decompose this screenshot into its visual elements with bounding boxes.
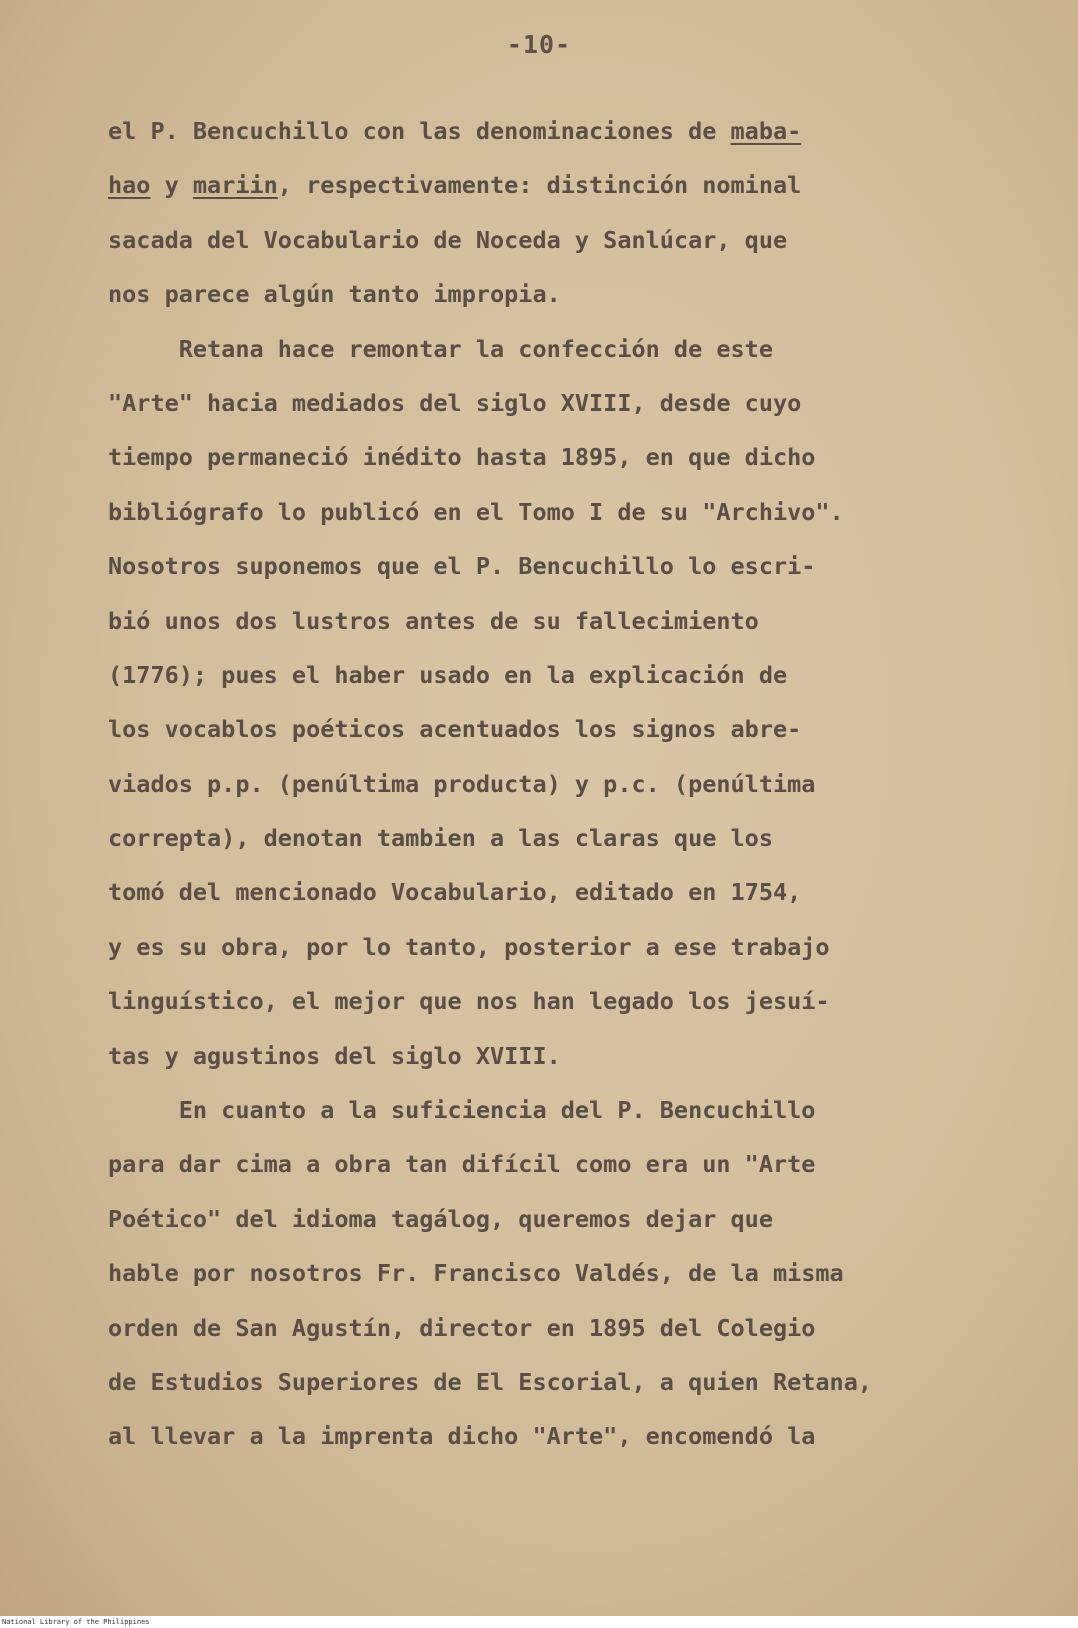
text-line: bibliógrafo lo publicó en el Tomo I de su "Archivo". — [108, 497, 844, 526]
text-line: correpta), denotan tambien a las claras que los — [108, 824, 773, 853]
underlined-term: mariin — [192, 171, 278, 200]
text-line: hable por nosotros Fr. Francisco Valdés, de la misma — [108, 1259, 844, 1288]
text-line: bió unos dos lustros antes de su fallecimiento — [108, 606, 759, 635]
text-line: Poético" del idioma tagálog, queremos dejar que — [108, 1204, 773, 1233]
text-line: (1776); pues el haber usado en la explicación de — [108, 660, 788, 689]
text-line: de Estudios Superiores de El Escorial, a quien Retana, — [108, 1367, 873, 1396]
footer-credit: National Library of the Philippines — [2, 1618, 150, 1626]
paragraph-start-line: Retana hace remontar la confección de este — [108, 334, 773, 363]
underlined-term: hao — [108, 171, 151, 200]
paragraph-start-line: En cuanto a la suficiencia del P. Bencuchillo — [108, 1096, 816, 1125]
text-line: tomó del mencionado Vocabulario, editado en 1754, — [108, 878, 802, 907]
text-line: los vocablos poéticos acentuados los signos abre- — [108, 715, 802, 744]
text-line: Nosotros suponemos que el P. Bencuchillo lo escri- — [108, 552, 816, 581]
text-line: orden de San Agustín, director en 1895 del Colegio — [108, 1313, 816, 1342]
text-line: viados p.p. (penúltima producta) y p.c. (penúltima — [108, 769, 816, 798]
text-line: nos parece algún tanto impropia. — [108, 280, 561, 309]
underlined-term: maba- — [730, 117, 802, 145]
body-text — [108, 104, 988, 1464]
text-line: sacada del Vocabulario de Noceda y Sanlúcar, que — [108, 225, 788, 254]
text-line: tiempo permaneció inédito hasta 1895, en que dicho — [108, 443, 816, 472]
page-number: -10- — [506, 30, 572, 59]
text-line: tas y agustinos del siglo XVIII. — [108, 1041, 561, 1070]
text-line: al llevar a la imprenta dicho "Arte", encomendó la — [108, 1422, 816, 1451]
text-line: "Arte" hacia mediados del siglo XVIII, desde cuyo — [108, 388, 802, 417]
text-line: y es su obra, por lo tanto, posterior a ese trabajo — [108, 932, 830, 961]
text-line: para dar cima a obra tan difícil como era un "Arte — [108, 1150, 816, 1179]
text-line: linguístico, el mejor que nos han legado los jesuí- — [108, 987, 830, 1016]
text-line: el P. Bencuchillo con las denominaciones de maba- — [108, 117, 802, 145]
text-line: hao y mariin, respectivamente: distinción nominal — [108, 171, 802, 200]
